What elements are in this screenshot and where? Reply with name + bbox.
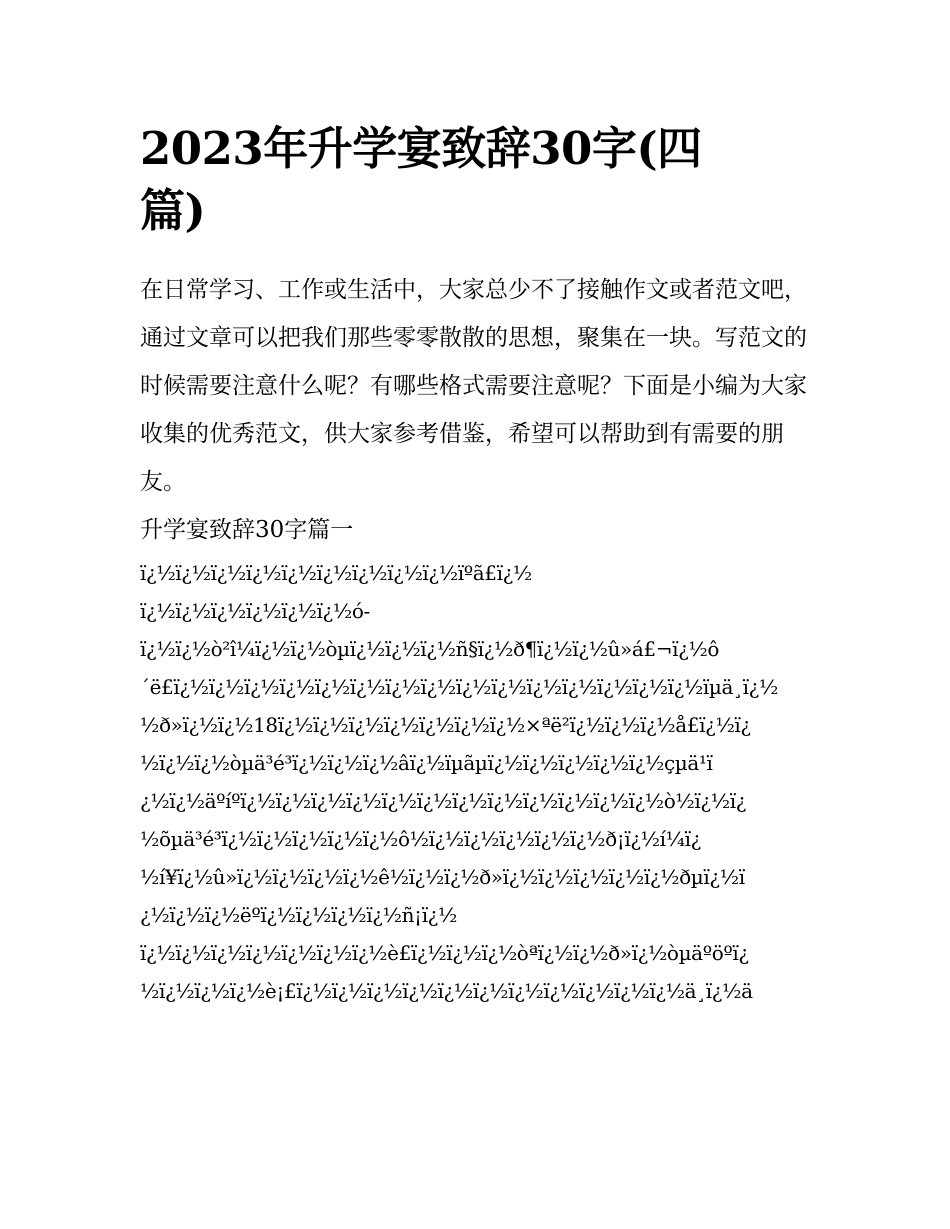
garbled-line: ï¿½ï¿½ï¿½ï¿½ï¿½ï¿½ï¿½ï¿½ï¿½ïºã£ï¿½: [140, 561, 532, 585]
document-page: [140, 118, 812, 1010]
garbled-line: ½ï¿½ï¿½ï¿½è¡£ï¿½ï¿½ï¿½ï¿½ï¿½ï¿½ï¿½ï¿½ï¿½ï¿½ï¿½ä¸ï¿½ä: [140, 979, 753, 1003]
section-heading: 升学宴致辞30字篇一: [140, 517, 354, 543]
garbled-line: ½í¥ï¿½û»ï¿½ï¿½ï¿½ï¿½ê½ï¿½ï¿½ð»ï¿½ï¿½ï¿½ï¿½ï¿½ðµï¿½ï: [140, 865, 745, 889]
garbled-line: ½ï¿½ï¿½òµä³é³ï¿½ï¿½ï¿½âï¿½ïµãµï¿½ï¿½ï¿½ï¿½ï¿½çµä¹ï: [140, 751, 713, 775]
garbled-line: ½ð»ï¿½ï¿½18ï¿½ï¿½ï¿½ï¿½ï¿½ï¿½ï¿½×ªë²ï¿½ï¿½ï¿½å£ï¿½ï¿: [140, 713, 751, 737]
garbled-text-block: [140, 554, 812, 1010]
intro-paragraph: 在日常学习、工作或生活中，大家总少不了接触作文或者范文吧，通过文章可以把我们那些零零散散的思想，聚集在一块。写范文的时候需要注意什么呢？有哪些格式需要注意呢？下面是小编为大家收集的优秀范文，供大家参考借鉴，希望可以帮助到有需要的朋友。: [140, 277, 807, 495]
document-title: 2023年升学宴致辞30字(四篇): [140, 122, 702, 237]
garbled-line: ï¿½ï¿½ï¿½ï¿½ï¿½ï¿½ó-: [140, 599, 370, 623]
garbled-line: ï¿½ï¿½ï¿½ï¿½ï¿½ï¿½ï¿½è£ï¿½ï¿½ï¿½òªï¿½ï¿½ð»ï¿½òµäºöºï¿: [140, 941, 749, 965]
garbled-line: ¿½ï¿½äºíºï¿½ï¿½ï¿½ï¿½ï¿½ï¿½ï¿½ï¿½ï¿½ï¿½ï¿½ï¿½ò½ï¿½ï¿: [140, 789, 747, 813]
garbled-line: ´ë£ï¿½ï¿½ï¿½ï¿½ï¿½ï¿½ï¿½ï¿½ï¿½ï¿½ï¿½ï¿½ï¿½ï¿½ï¿½ïµä¸ï¿½: [140, 675, 778, 699]
garbled-line: ½õµä³é³ï¿½ï¿½ï¿½ï¿½ï¿½ô½ï¿½ï¿½ï¿½ï¿½ï¿½ð¡ï¿½í¼ï¿: [140, 827, 701, 851]
garbled-line: ¿½ï¿½ï¿½ëºï¿½ï¿½ï¿½ï¿½ñ¡ï¿½: [140, 903, 457, 927]
garbled-line: ï¿½ï¿½ò²î¼ï¿½ï¿½òµï¿½ï¿½ï¿½ñ§ï¿½ð¶ï¿½ï¿½û»á£¬ï¿½ô: [140, 637, 720, 661]
